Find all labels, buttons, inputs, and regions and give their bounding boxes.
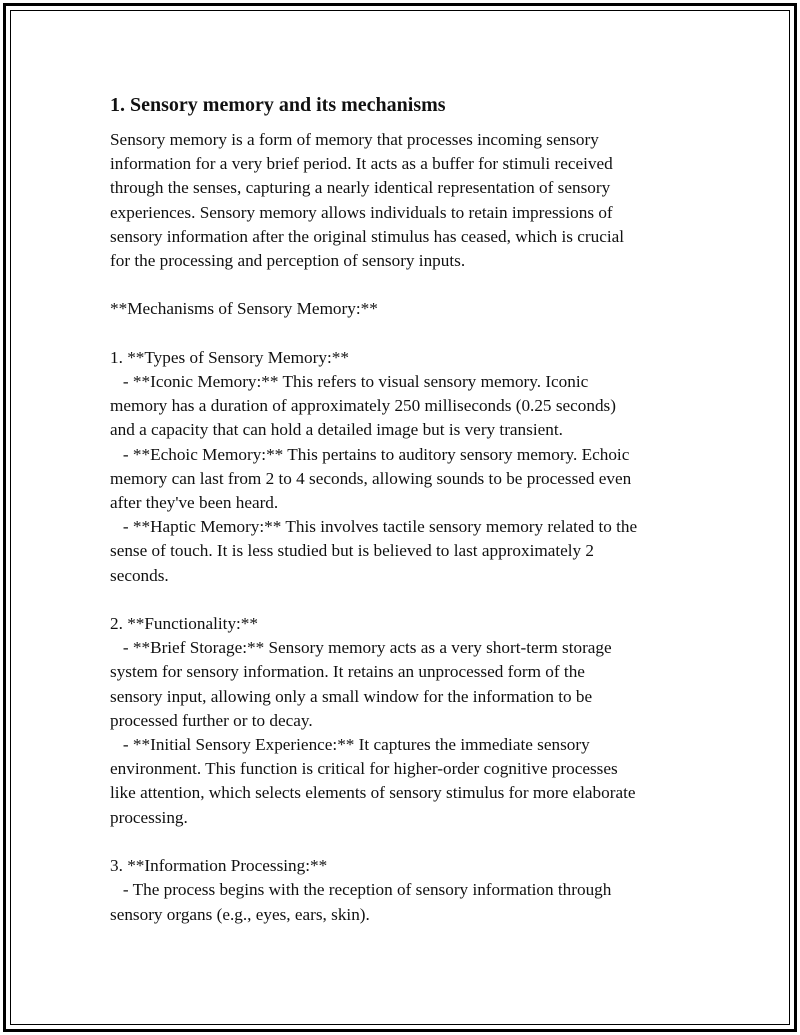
section-body-text: Sensory memory is a form of memory that processes incoming sensory information for a very brief period. It acts as a buffer for stimuli received through the senses, capturing a nearly identical representation of sensory experiences. Sensory memory allows individuals to retain impressions of sensory information after the original stimulus has ceased, which is crucial for the processing and perception of sensory inputs. **Mechanisms of Sensory Memory:** 1. **Types of Sensory Memory:** - **Iconic Memory:** This refers to visual sensory memory. Iconic memory has a duration of approximately 250 milliseconds (0.25 seconds) and a capacity that can hold a detailed image but is very transient. - **Echoic Memory:** This pertains to auditory sensory memory. Echoic memory can last from 2 to 4 seconds, allowing sounds to be processed even after they've been heard. - **Haptic Memory:** This involves tactile sensory memory related to the sense of touch. It is less studied but is believed to last approximately 2 seconds. 2. **Functionality:** - **Brief Storage:** Sensory memory acts as a very short-term storage system for sensory information. It retains an unprocessed form of the sensory input, allowing only a small window for the information to be processed further or to decay. - **Initial Sensory Experience:** It captures the immediate sensory environment. This function is critical for higher-order cognitive processes like attention, which selects elements of sensory stimulus for more elaborate processing. 3. **Information Processing:** - The process begins with the reception of sensory information through sensory organs (e.g., eyes, ears, skin). [110,130,638,924]
section-heading: 1. Sensory memory and its mechanisms [110,94,446,116]
document-content [110,88,690,927]
